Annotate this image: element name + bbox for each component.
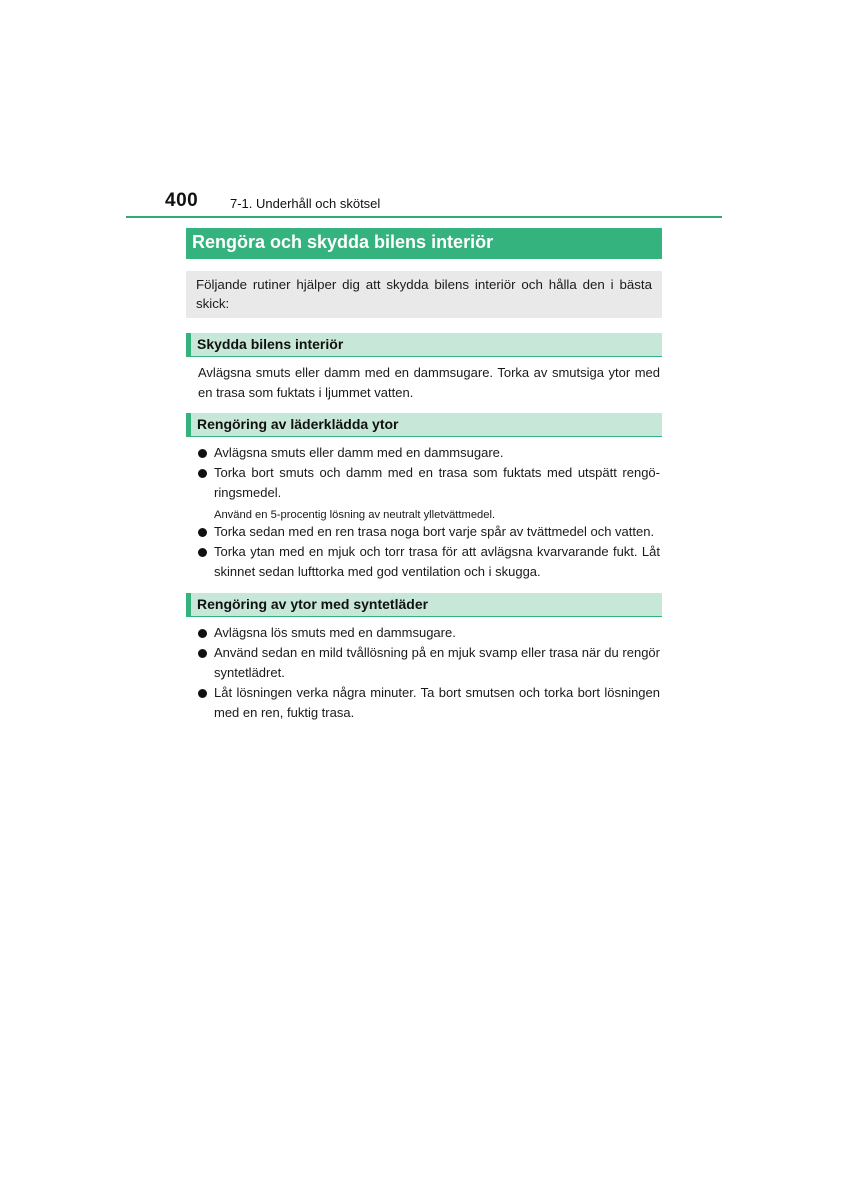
list-item [198, 443, 660, 463]
list-item [198, 463, 660, 503]
header-divider [126, 216, 722, 218]
section-heading-lader [186, 413, 662, 437]
list-item-text: Avlägsna smuts eller damm med en dammsugare. [214, 445, 504, 460]
list-item [198, 623, 660, 643]
intro-text: Följande rutiner hjälper dig att skydda bilens interiör och hålla den i bästa skick: [196, 277, 652, 311]
list-item-text: Torka bort smuts och damm med en trasa som fuktats med utspätt rengö-ringsmedel. [214, 465, 660, 500]
bullet-icon [198, 548, 207, 557]
list-item [198, 643, 660, 683]
section-title: Rengöring av läderklädda ytor [197, 416, 399, 432]
intro-box [186, 271, 662, 318]
bullet-icon [198, 629, 207, 638]
section-heading-skydda [186, 333, 662, 357]
bullet-icon [198, 528, 207, 537]
bullet-icon [198, 649, 207, 658]
chapter-title: 7-1. Underhåll och skötsel [230, 196, 381, 211]
note-text: Använd en 5-procentig lösning av neutralt ylletvättmedel. [214, 509, 496, 521]
list-item [198, 542, 660, 582]
section-paragraph: Avlägsna smuts eller damm med en dammsugare. Torka av smutsiga ytor med en trasa som fuktats i ljummet vatten. [198, 365, 660, 400]
page-title-bar [186, 228, 662, 259]
list-item [198, 683, 660, 723]
section-title: Skydda bilens interiör [197, 336, 344, 352]
bullet-icon [198, 469, 207, 478]
list-item-text: Låt lösningen verka några minuter. Ta bort smutsen och torka bort lösningen med en ren, fuktig trasa. [214, 685, 660, 720]
list-item-text: Avlägsna lös smuts med en dammsugare. [214, 625, 456, 640]
section-title: Rengöring av ytor med syntetläder [197, 596, 429, 612]
bullet-icon [198, 689, 207, 698]
page-header [0, 190, 848, 220]
list-item-text: Torka sedan med en ren trasa noga bort varje spår av tvättmedel och vatten. [214, 524, 655, 539]
list-item [198, 522, 660, 542]
list-item-text: Använd sedan en mild tvållösning på en mjuk svamp eller trasa när du rengör syntetlädret. [214, 645, 660, 680]
page-title: Rengöra och skydda bilens interiör [192, 232, 494, 252]
list-item-text: Torka ytan med en mjuk och torr trasa för att avlägsna kvarvarande fukt. Låt skinnet sedan lufttorka med god ventilation och i skugga. [214, 544, 660, 579]
page-number: 400 [165, 190, 199, 211]
section-heading-syntetlader [186, 593, 662, 617]
bullet-icon [198, 449, 207, 458]
